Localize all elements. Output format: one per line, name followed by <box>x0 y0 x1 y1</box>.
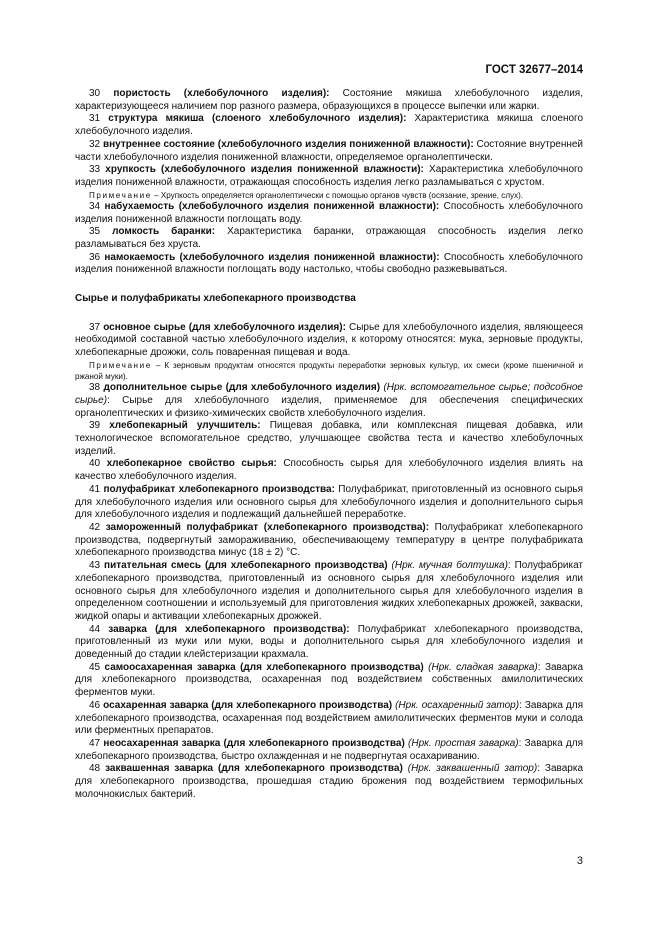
document-body <box>75 88 583 801</box>
entry-definition: Состояние внутренней части хлебобулочного изделия пониженной влажности, определяемое органолептически. <box>75 138 584 163</box>
term-entry-44 <box>75 624 583 662</box>
entry-synonym: (Нрк. простая заварка) <box>404 737 519 749</box>
entry-number: 48 <box>89 763 101 775</box>
entry-term: самоосахаренная заварка (для хлебопекарного производства) <box>104 661 424 673</box>
term-entry-46 <box>75 700 583 738</box>
entry-number: 38 <box>89 382 101 394</box>
term-entry-30 <box>75 88 583 113</box>
term-entry-38 <box>75 382 583 420</box>
entry-definition: Способность хлебобулочного изделия пониженной влажности поглощать воду. <box>75 200 583 225</box>
entry-definition: : Заварка для хлебопекарного производства, осахаренная под воздействием амилолитических ферментов муки и солода или ферментных препаратов. <box>75 699 583 737</box>
entry-number: 43 <box>89 560 101 572</box>
entry-term: полуфабрикат хлебопекарного производства: <box>103 483 335 495</box>
entry-synonym: (Нрк. мучная болтушка) <box>387 560 508 572</box>
entry-definition: : Сырье для хлебобулочного изделия, применяемое для обеспечения специфических органолептических и физико-химических свойств хлебобулочного изделия. <box>75 394 583 419</box>
entry-definition: Характеристика хлебобулочного изделия пониженной влажности, отражающая способность изделия легко разламываться с хрустом. <box>75 164 583 188</box>
entry-definition: : Заварка для хлебопекарного производства, быстро охлажденная и не подвергнутая осахариванию. <box>75 737 584 762</box>
entry-number: 36 <box>89 251 101 263</box>
term-entry-36 <box>75 252 583 277</box>
entry-synonym: (Нрк. сладкая заварка) <box>423 661 538 673</box>
note-text: – Хрупкость определяется органолептически с помощью органов чувств (осязание, зрение, слух). <box>151 190 524 200</box>
entry-number: 42 <box>89 522 101 533</box>
entry-term: внутреннее состояние (хлебобулочного изделия пониженной влажности): <box>102 138 474 150</box>
entry-definition: Пищевая добавка, или комплексная пищевая добавка, или технологическое вспомогательное средство, улучшающее свойства теста и качество хлебобулочных изделий. <box>75 420 583 457</box>
entry-number: 47 <box>89 737 101 749</box>
entry-definition: Полуфабрикат хлебопекарного производства, приготовленный из муки или муки, воды и дополнительного сырья для хлебобулочного изделия и доведенный до стадии клейстеризации крахмала. <box>75 623 583 661</box>
term-entry-47 <box>75 738 583 763</box>
term-entry-48 <box>75 763 583 801</box>
entry-term: неосахаренная заварка (для хлебопекарного производства) <box>103 737 405 749</box>
entry-term: хрупкость (хлебобулочного изделия пониженной влажности): <box>105 164 424 176</box>
entry-number: 41 <box>89 483 101 495</box>
entry-term: хлебопекарное свойство сырья: <box>106 458 277 470</box>
term-entry-34 <box>75 201 583 226</box>
entry-definition: Характеристика баранки, отражающая способность изделия легко разламываться без хруста. <box>75 226 583 250</box>
entry-term: хлебопекарный улучшитель: <box>109 420 261 432</box>
entry-term: основное сырье (для хлебобулочного изделия): <box>103 321 346 333</box>
temperature-unit: °С. <box>286 547 301 559</box>
entry-number: 31 <box>89 113 101 125</box>
entry-number: 32 <box>89 138 101 150</box>
term-entry-35 <box>75 226 583 251</box>
entry-synonym: (Нрк. заквашенный затор) <box>402 763 538 775</box>
document-header: ГОСТ 32677–2014 <box>485 64 583 76</box>
page-number: 3 <box>576 855 583 867</box>
entry-number: 40 <box>89 458 101 470</box>
term-entry-39 <box>75 420 583 458</box>
entry-number: 45 <box>89 661 101 673</box>
entry-number: 33 <box>89 164 101 176</box>
entry-term: набухаемость (хлебобулочного изделия пониженной влажности): <box>104 200 440 212</box>
term-entry-45 <box>75 662 583 700</box>
entry-definition: : Полуфабрикат хлебопекарного производства, приготовленный из основного сырья для хлебобулочного изделия или основного сырья для хлебобулочного изделия и дополнительного сырья для хлебобулочного изделия в определенном соотношении и используемый для приготовления жидких хлебопекарных дрожжей, закваски, жидкой опары и активации хлебопекарных дрожжей. <box>75 560 584 622</box>
entry-term: замороженный полуфабрикат (хлебопекарного производства): <box>105 522 430 533</box>
term-entry-42 <box>75 522 583 560</box>
note-label: Примечание <box>89 190 152 200</box>
note-label: Примечание <box>89 360 152 370</box>
term-entry-33 <box>75 164 583 189</box>
entry-definition: Характеристика мякиша слоеного хлебобулочного изделия. <box>75 113 584 138</box>
entry-definition: Состояние мякиша хлебобулочного изделия, характеризующееся наличием пор разного размера, образующихся в процессе выпечки или жарки. <box>75 88 583 112</box>
entry-definition: Способность хлебобулочного изделия пониженной влажности поглощать воду настолько, чтобы свободно разжевываться. <box>75 251 583 276</box>
entry-term: намокаемость (хлебобулочного изделия пониженной влажности): <box>104 251 440 263</box>
entry-definition: : Заварка для хлебопекарного производства, осахаренная под воздействием собственных амилолитических ферментов муки. <box>75 661 584 699</box>
entry-definition: Сырье для хлебобулочного изделия, являющееся необходимой составной частью хлебобулочного изделия, к которому относятся: мука, зерновые продукты, хлебопекарные дрожжи, соль поваренная пищевая и вода. <box>75 321 583 359</box>
entry-term: питательная смесь (для хлебопекарного производства) <box>104 560 388 572</box>
entry-definition: : Заварка для хлебопекарного производства, прошедшая стадию брожения под воздействием термофильных молочнокислых бактерий. <box>75 763 584 800</box>
entry-term: заквашенная заварка (для хлебопекарного производства) <box>105 763 403 775</box>
entry-term: пористость (хлебобулочного изделия): <box>113 88 330 99</box>
entry-definition: Полуфабрикат, приготовленный из основного сырья для хлебобулочного изделия или основного сырья для хлебобулочного изделия и дополнительного сырья для хлебобулочного изделия и подлежащий дальнейшей переработке. <box>75 483 584 521</box>
section-heading: Сырье и полуфабрикаты хлебопекарного производства <box>75 293 356 305</box>
entry-number: 37 <box>89 321 101 333</box>
entry-number: 44 <box>89 623 101 635</box>
note-grain-products <box>75 360 583 382</box>
term-entry-37 <box>75 322 583 360</box>
term-entry-31 <box>75 113 583 138</box>
entry-synonym: (Нрк. вспомогательное сырье; подсобное сырье) <box>75 382 583 406</box>
entry-synonym: (Нрк. осахаренный затор) <box>392 699 520 711</box>
note-text: – К зерновым продуктам относятся продукты переработки зерновых культур, их смеси (кроме пшеничной и ржаной муки). <box>75 360 583 382</box>
entry-number: 34 <box>89 200 101 212</box>
entry-term: структура мякиша (слоеного хлебобулочного изделия): <box>108 113 407 125</box>
note-crispness <box>75 190 583 201</box>
entry-term: дополнительное сырье (для хлебобулочного изделия) <box>103 382 381 394</box>
entry-definition: Полуфабрикат хлебопекарного производства, подвергнутый замораживанию, обеспечивающему температуру в центре полуфабриката хлебопекарного производства минус (18 ± 2) <box>75 522 583 559</box>
entry-number: 46 <box>89 699 101 711</box>
term-entry-43 <box>75 560 583 624</box>
entry-term: заварка (для хлебопекарного производства): <box>108 623 350 635</box>
entry-term: осахаренная заварка (для хлебопекарного производства) <box>103 699 393 711</box>
entry-number: 35 <box>89 226 101 238</box>
entry-definition: Способность сырья для хлебобулочного изделия влиять на качество хлебобулочного изделия. <box>75 458 583 483</box>
entry-number: 39 <box>89 420 101 432</box>
entry-number: 30 <box>89 88 101 99</box>
term-entry-40 <box>75 458 583 483</box>
term-entry-32 <box>75 139 583 164</box>
term-entry-41 <box>75 484 583 522</box>
entry-term: ломкость баранки: <box>112 226 216 238</box>
